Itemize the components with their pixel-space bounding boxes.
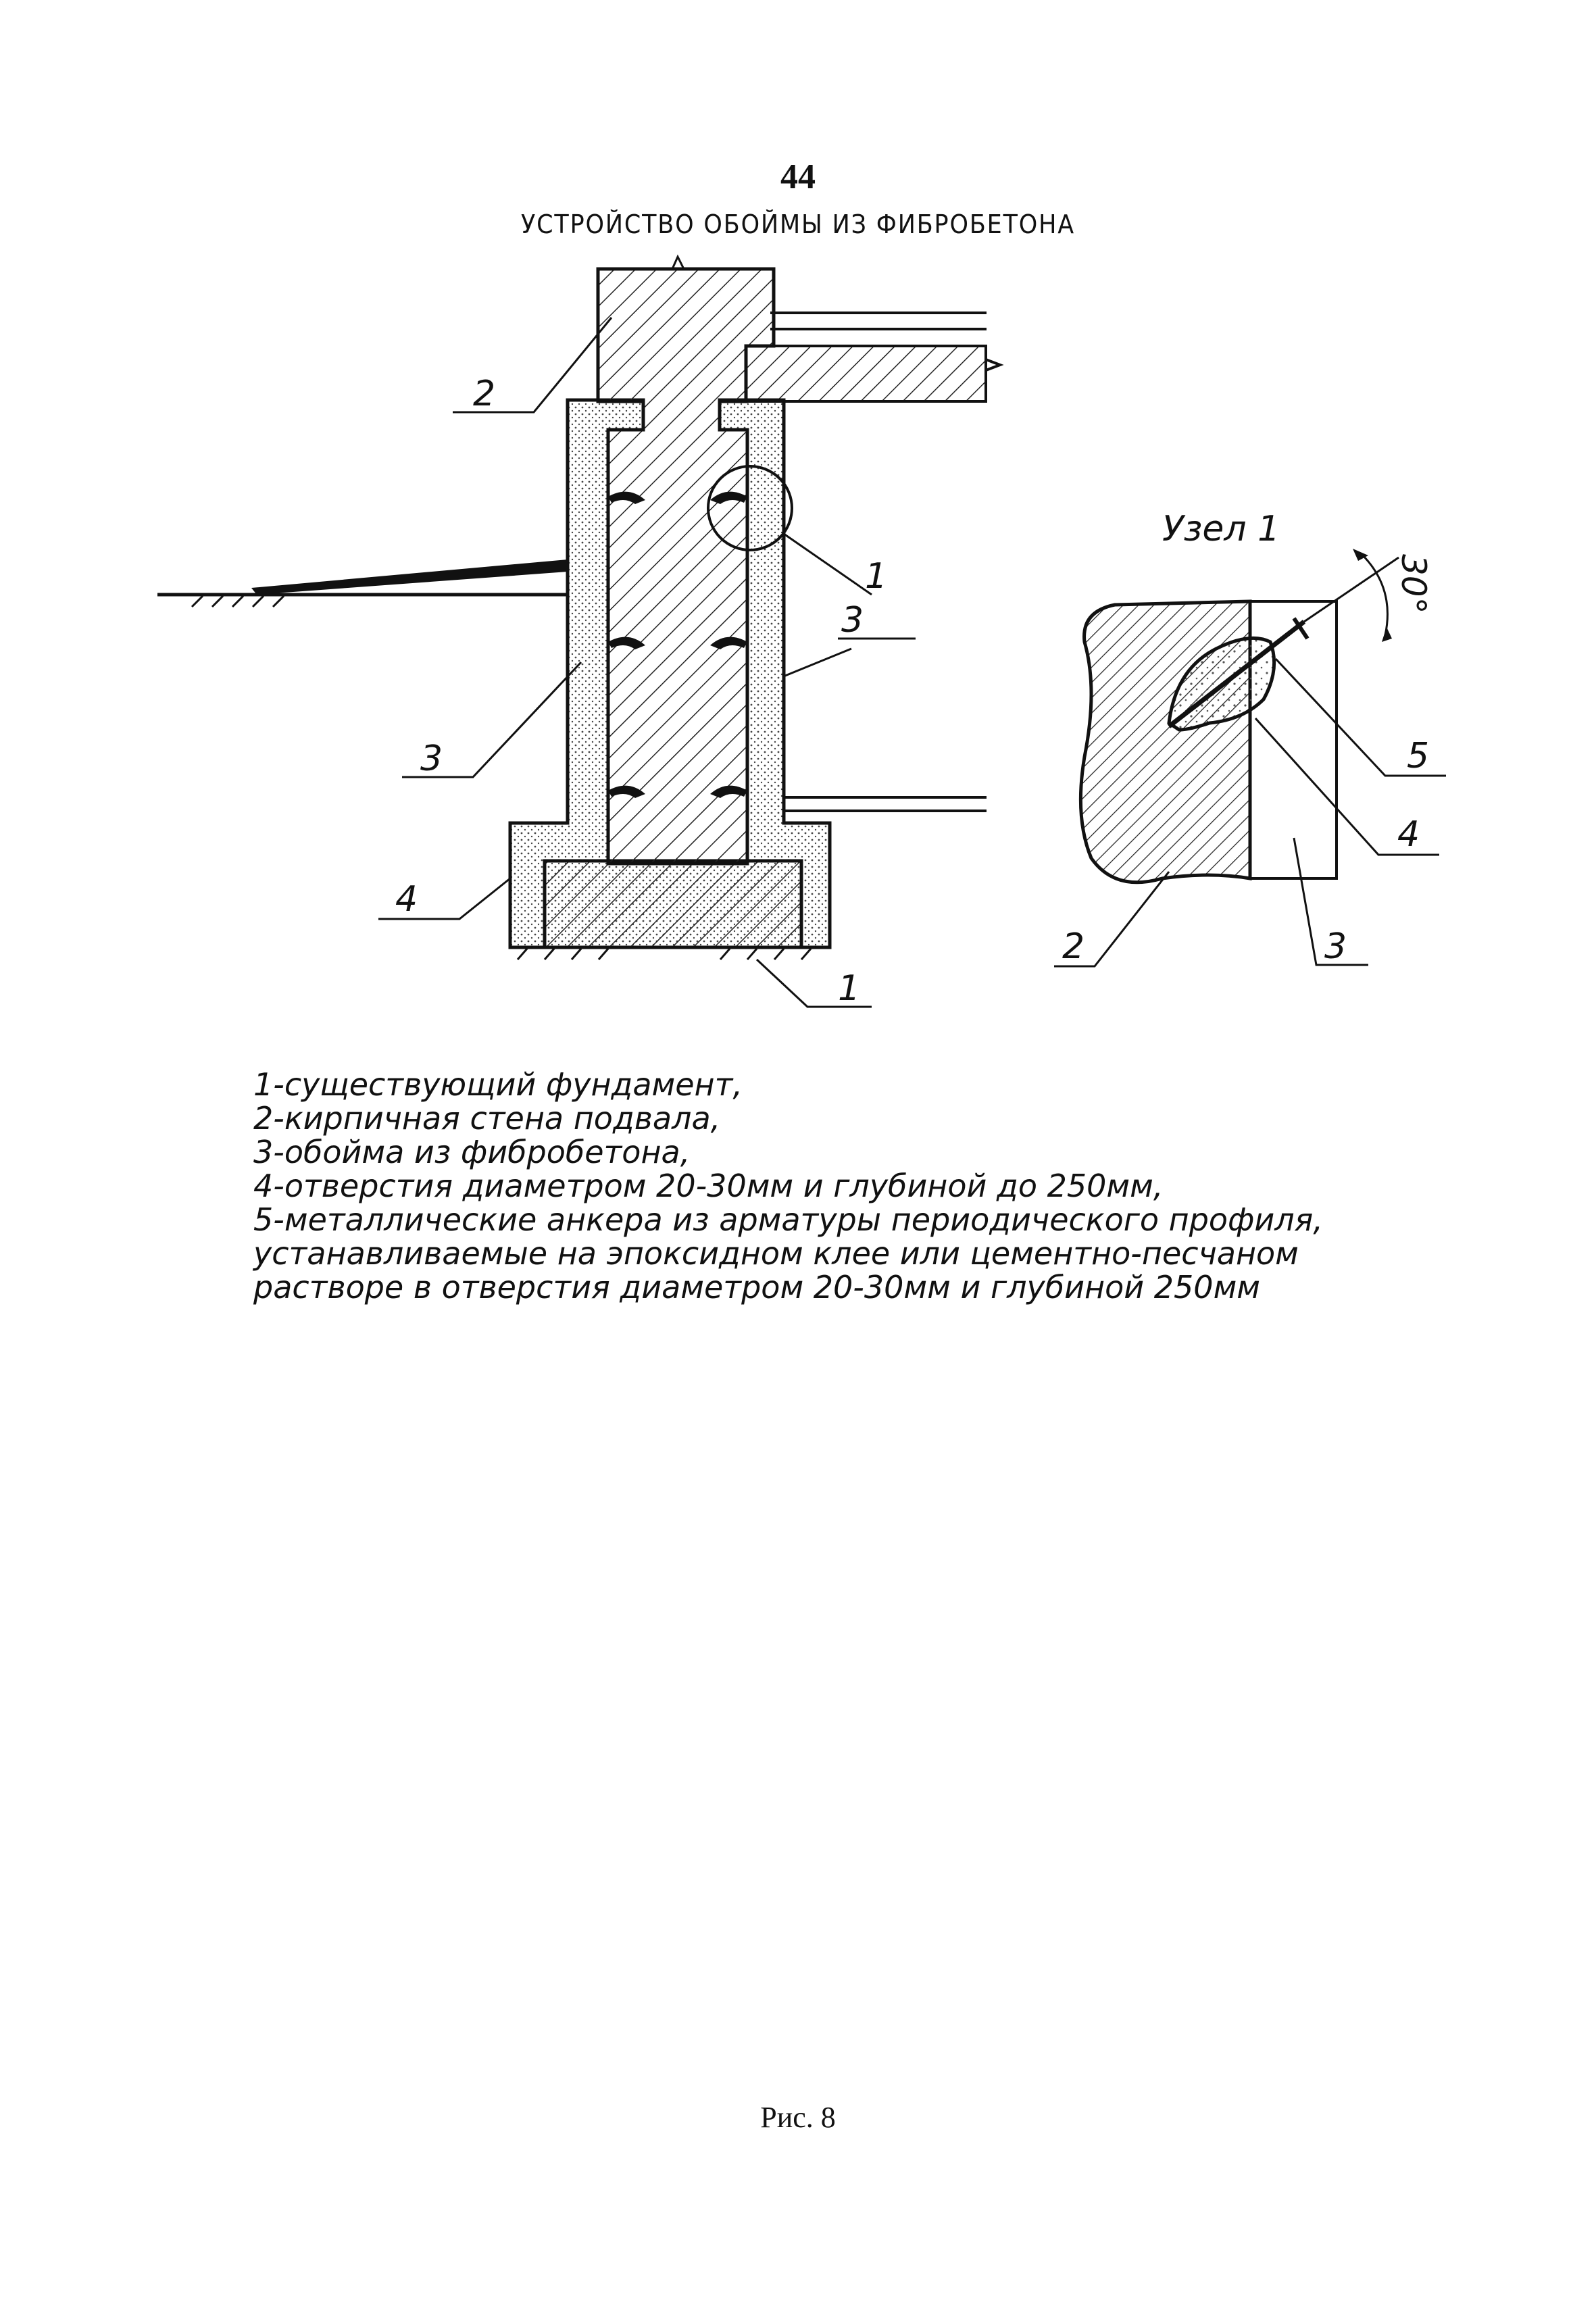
- label-main-3-right: 3: [841, 600, 864, 641]
- legend-item-5-cont-2: растворе в отверстия диаметром 20-30мм и глубиной 250мм: [253, 1269, 1260, 1305]
- legend: [253, 1068, 1537, 1304]
- main-section: [157, 257, 1000, 1007]
- detail-title: Узел 1: [1162, 509, 1280, 549]
- detail-label-2: 2: [1062, 926, 1085, 967]
- ground-line: [157, 559, 568, 607]
- legend-item-5: 5-металлические анкера из арматуры периодического профиля,: [253, 1201, 1323, 1238]
- brick-wall: [598, 269, 774, 864]
- label-main-1-bottom: 1: [838, 968, 861, 1009]
- detail-node-1: [1054, 509, 1446, 967]
- label-main-2: 2: [473, 374, 496, 414]
- foundation-ground-hatch: [518, 949, 811, 960]
- basement-floor-line: [784, 797, 987, 811]
- figure-caption: Рис. 8: [760, 2101, 836, 2134]
- page-number: 44: [780, 157, 816, 196]
- detail-label-3: 3: [1324, 926, 1347, 967]
- detail-angle: 30°: [1394, 554, 1433, 614]
- detail-label-4: 4: [1397, 814, 1420, 855]
- existing-foundation: [545, 861, 801, 947]
- legend-item-3: 3-обойма из фибробетона,: [253, 1134, 691, 1170]
- legend-item-1: 1-существующий фундамент,: [253, 1066, 743, 1103]
- legend-item-5-cont-1: устанавливаемые на эпоксидном клее или цементно-песчаном: [253, 1235, 1299, 1272]
- floor-slab: [746, 313, 1000, 401]
- legend-item-2: 2-кирпичная стена подвала,: [253, 1100, 721, 1137]
- label-main-4: 4: [395, 879, 418, 920]
- detail-label-5: 5: [1407, 736, 1430, 776]
- legend-item-4: 4-отверстия диаметром 20-30мм и глубиной до 250мм,: [253, 1168, 1164, 1204]
- figure-title: УСТРОЙСТВО ОБОЙМЫ ИЗ ФИБРОБЕТОНА: [520, 209, 1076, 239]
- label-main-1-top: 1: [865, 556, 888, 597]
- label-main-3-left: 3: [420, 739, 443, 779]
